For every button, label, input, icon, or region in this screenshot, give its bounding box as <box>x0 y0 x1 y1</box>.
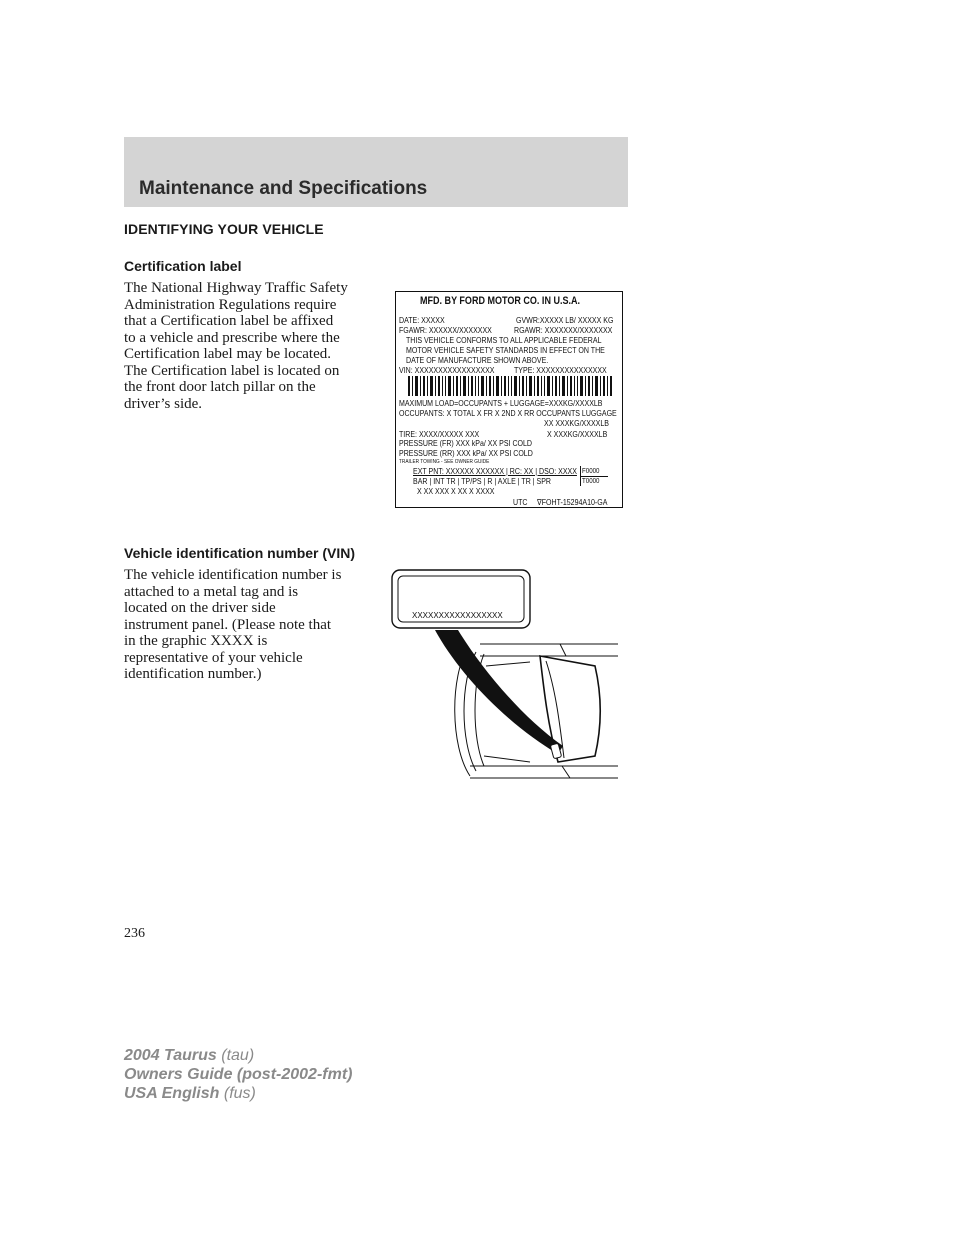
cert-pressure-rear: PRESSURE (RR) XXX kPa/ XX PSI COLD <box>399 449 533 458</box>
paragraph-line: located on the driver side <box>124 600 276 616</box>
cert-occupant-values: XX XXXKG/XXXXLB <box>544 419 609 428</box>
cert-fgawr: FGAWR: XXXXXX/XXXXXXX <box>399 326 492 335</box>
page-title: Maintenance and Specifications <box>139 178 428 199</box>
page-number: 236 <box>124 926 145 941</box>
paragraph-line: that a Certification label be affixed <box>124 313 334 329</box>
footer-model-code: (tau) <box>216 1047 255 1064</box>
cert-rgawr: RGAWR: XXXXXXX/XXXXXXX <box>514 326 613 335</box>
paragraph-line: representative of your vehicle <box>124 649 303 666</box>
paragraph-line: Administration Regulations require <box>124 296 337 313</box>
cert-header: MFD. BY FORD MOTOR CO. IN U.S.A. <box>420 295 581 307</box>
footer-language-code: (fus) <box>219 1085 256 1102</box>
paragraph-line: in the graphic XXXX is <box>124 633 268 649</box>
cert-date: DATE: XXXXX <box>399 316 445 325</box>
vin-tag-text: XXXXXXXXXXXXXXXXX <box>412 611 503 620</box>
cert-codes-row: EXT PNT: XXXXXX XXXXXX | RC: XX | DSO: XXXX <box>413 467 577 476</box>
section-title: IDENTIFYING YOUR VEHICLE <box>124 221 324 237</box>
footer-line-2 <box>124 1066 352 1084</box>
vin-paragraph <box>124 567 379 683</box>
cert-pressure-front: PRESSURE (FR) XXX kPa/ XX PSI COLD <box>399 439 533 448</box>
paragraph-line: Certification label may be located. <box>124 346 331 362</box>
cert-conform-line: MOTOR VEHICLE SAFETY STANDARDS IN EFFECT ON THE <box>406 346 605 355</box>
paragraph-line: identification number.) <box>124 666 262 682</box>
certification-label-graphic <box>395 291 623 508</box>
vin-heading: Vehicle identification number (VIN) <box>124 545 356 561</box>
paragraph-line: to a vehicle and prescribe where the <box>124 329 340 346</box>
vin-tag-illustration <box>380 566 625 786</box>
footer-guide: Owners Guide (post-2002-fmt) <box>124 1066 353 1083</box>
certification-paragraph <box>124 280 379 412</box>
paragraph-line: driver’s side. <box>124 395 203 412</box>
cert-codes-row: X XX XXX X XX X XXXX <box>417 487 495 496</box>
paragraph-line: attached to a metal tag and is <box>124 583 299 600</box>
certification-heading: Certification label <box>124 258 242 274</box>
cert-vin: VIN: XXXXXXXXXXXXXXXXX <box>399 366 495 375</box>
cert-trailer-note: TRAILER TOWING - SEE OWNER GUIDE <box>399 459 490 465</box>
cert-code-f: F0000 <box>582 468 600 475</box>
footer-model: 2004 Taurus <box>124 1047 217 1064</box>
cert-type: TYPE: XXXXXXXXXXXXXXX <box>514 366 607 375</box>
paragraph-line: The National Highway Traffic Safety <box>124 280 348 296</box>
cert-conform-line: DATE OF MANUFACTURE SHOWN ABOVE. <box>406 356 549 365</box>
cert-conform-line: THIS VEHICLE CONFORMS TO ALL APPLICABLE FEDERAL <box>406 336 602 345</box>
cert-gvwr: GVWR:XXXXX LB/ XXXXX KG <box>516 316 614 325</box>
footer-line-3 <box>124 1085 256 1103</box>
cert-codes-row: BAR | INT TR | TP/PS | R | AXLE | TR | SPR <box>413 477 551 486</box>
barcode-icon <box>408 376 618 398</box>
footer-language: USA English <box>124 1085 220 1102</box>
cert-max-load: MAXIMUM LOAD=OCCUPANTS + LUGGAGE=XXXKG/XXXXLB <box>399 399 603 408</box>
paragraph-line: the front door latch pillar on the <box>124 379 316 395</box>
cert-code-t: T0000 <box>582 478 600 485</box>
cert-occupants: OCCUPANTS: X TOTAL X FR X 2ND X RR OCCUPANTS LUGGAGE <box>399 409 617 418</box>
cert-part-number: ∇FOHT-15294A10-GA <box>537 498 608 507</box>
paragraph-line: The vehicle identification number is <box>124 567 342 583</box>
paragraph-line: The Certification label is located on <box>124 362 340 379</box>
footer-line-1 <box>124 1047 254 1065</box>
cert-utc: UTC <box>513 498 528 507</box>
paragraph-line: instrument panel. (Please note that <box>124 616 332 633</box>
cert-tire: TIRE: XXXX/XXXXX XXX <box>399 430 480 439</box>
cert-occupant-values: X XXXKG/XXXXLB <box>547 430 608 439</box>
